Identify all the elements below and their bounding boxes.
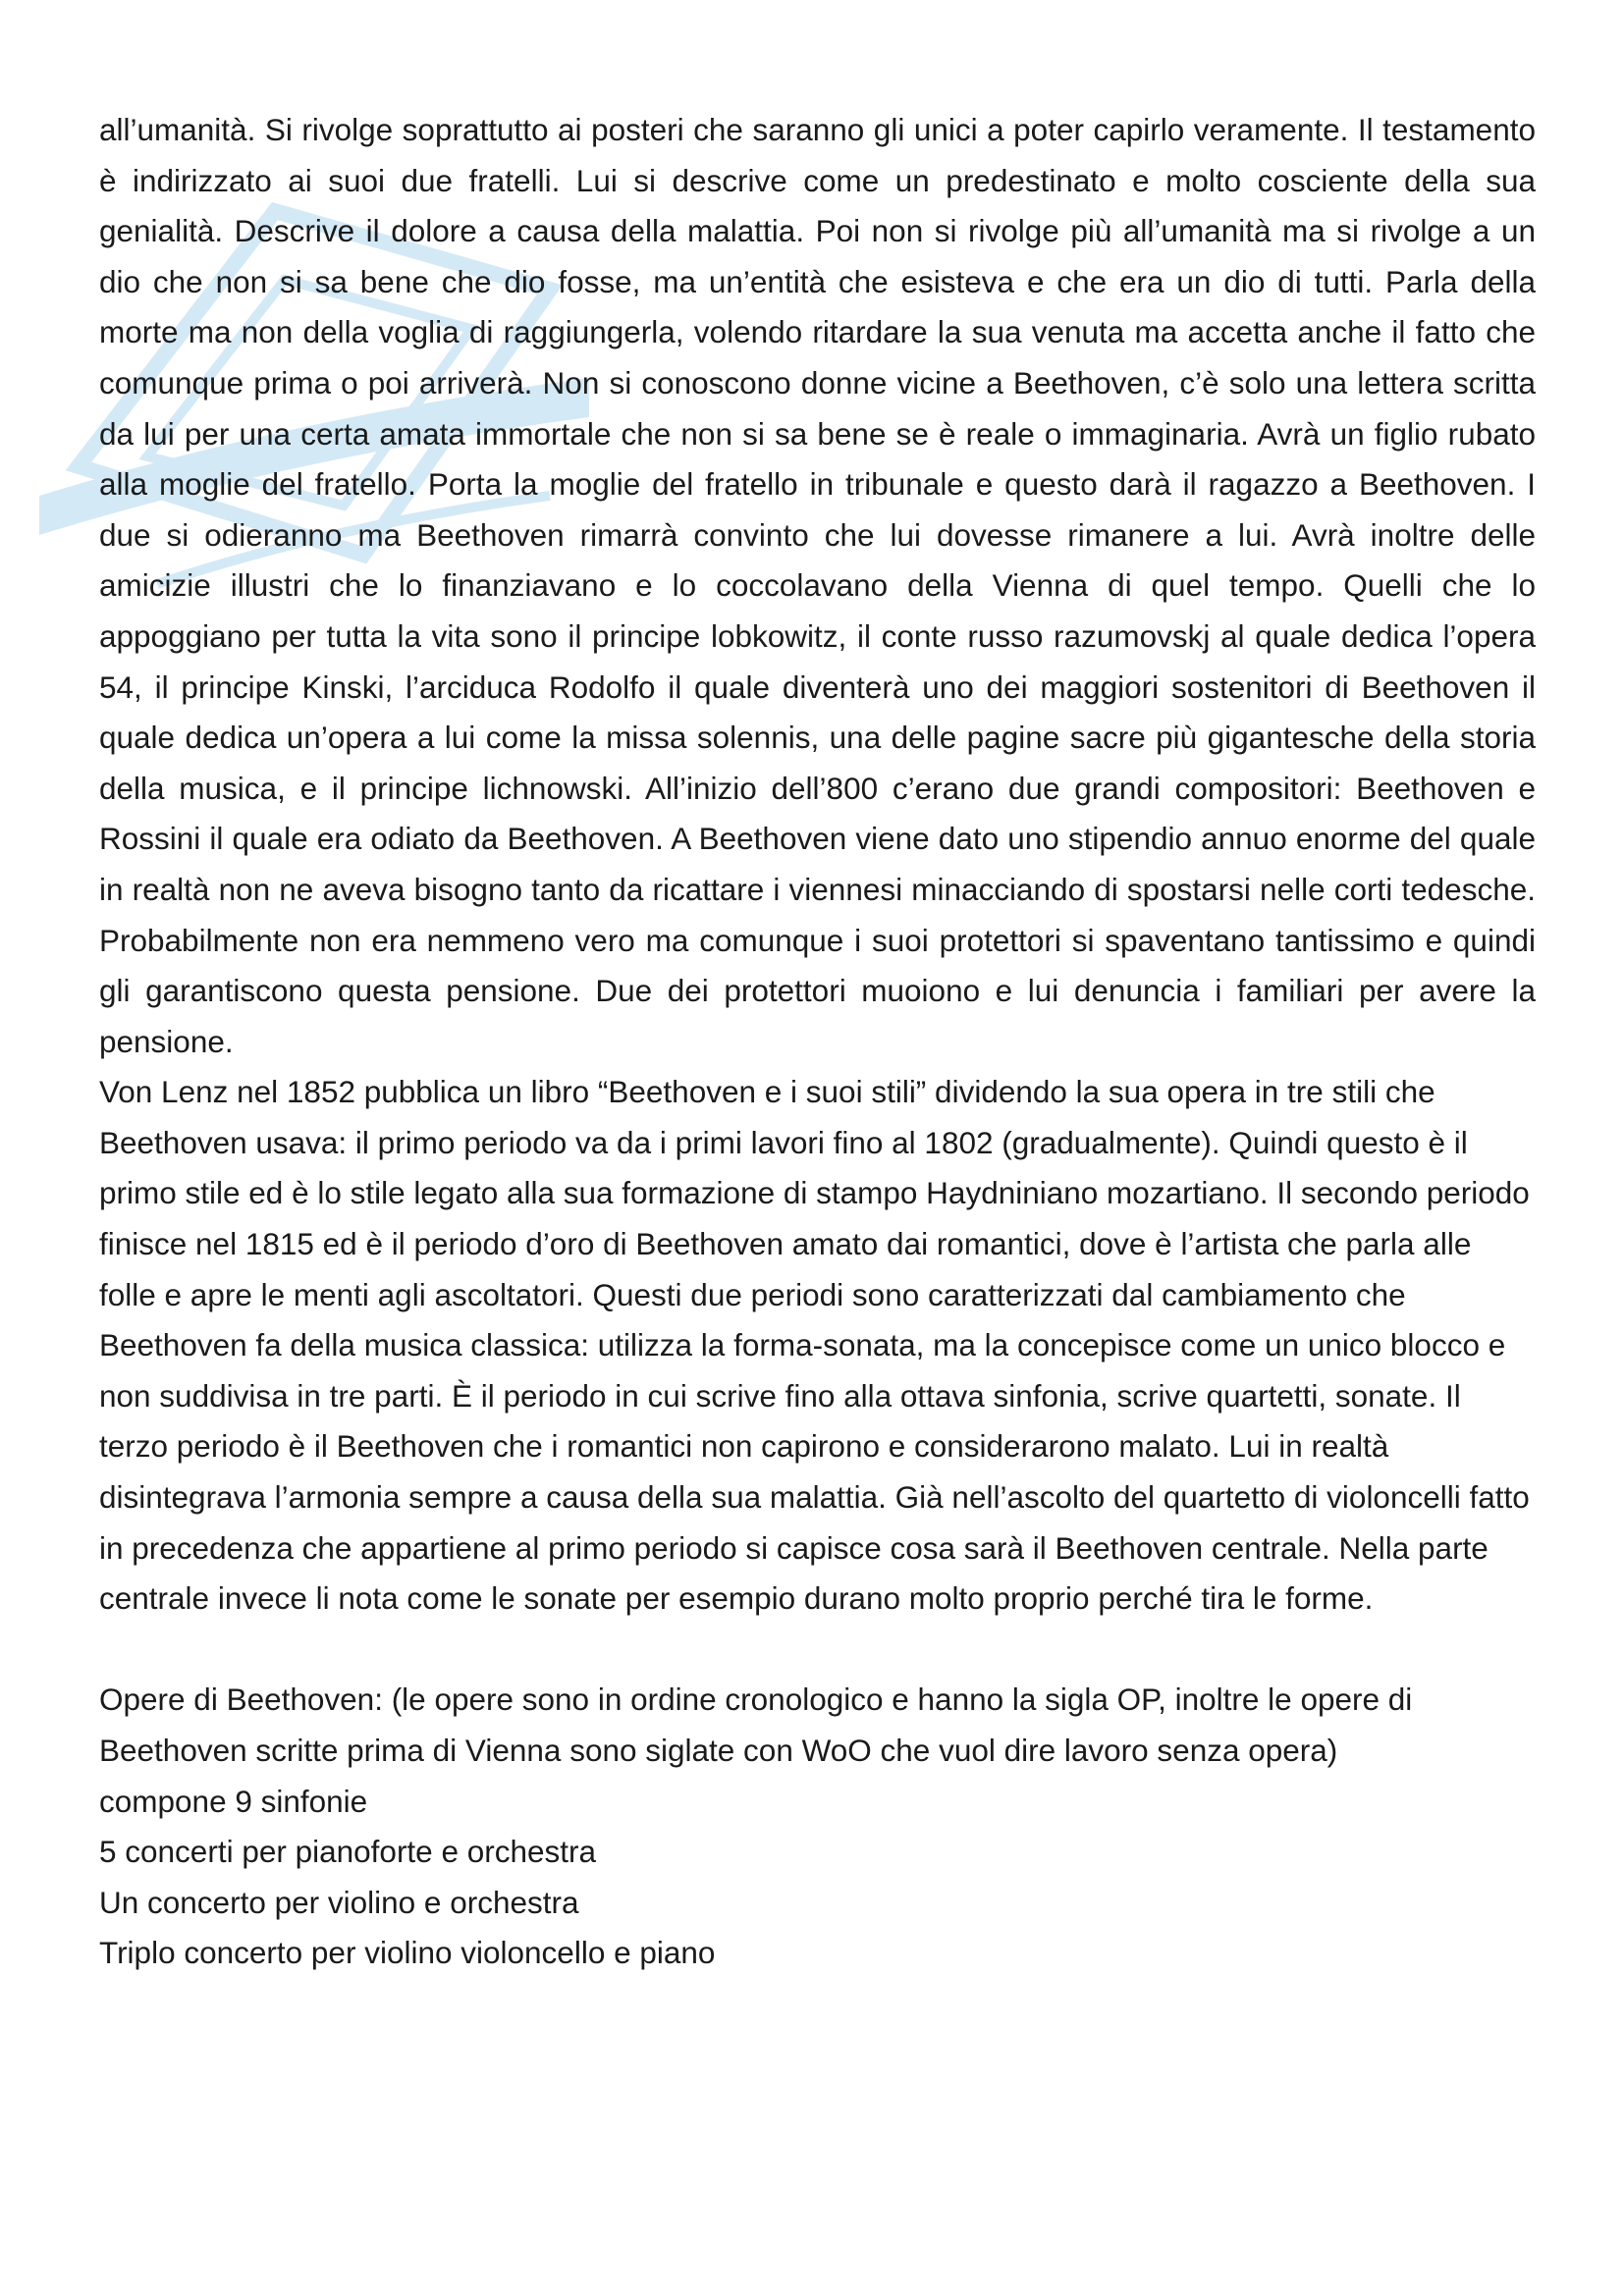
list-item: 5 concerti per pianoforte e orchestra [99,1834,597,1870]
works-intro: Opere di Beethoven: (le opere sono in ordine cronologico e hanno la sigla OP, inoltre le opere di Beethoven scritte prima di Vienna sono siglate con WoO che vuol dire lavoro senza opera) [99,1682,1413,1768]
list-item: Triplo concerto per violino violoncello e piano [99,1935,716,1971]
list-item: Un concerto per violino e orchestra [99,1884,579,1920]
works-list [99,1777,1536,1979]
document-body [99,105,1536,1979]
paragraph-beethoven-life: all’umanità. Si rivolge soprattutto ai posteri che saranno gli unici a poter capirlo veramente. Il testamento è indirizzato ai suoi due fratelli. Lui si descrive come un predestinato e molto cosciente della sua genialità. Descrive il dolore a causa della malattia. Poi non si rivolge più all’umanità ma si rivolge a un dio che non si sa bene che dio fosse, ma un’entità che esisteva e che era un dio di tutti. Parla della morte ma non della voglia di raggiungerla, volendo ritardare la sua venuta ma accetta anche il fatto che comunque prima o poi arriverà. Non si conoscono donne vicine a Beethoven, c’è solo una lettera scritta da lui per una certa amata immortale che non si sa bene se è reale o immaginaria. Avrà un figlio rubato alla moglie del fratello. Porta la moglie del fratello in tribunale e questo darà il ragazzo a Beethoven. I due si odieranno ma Beethoven rimarrà convinto che lui dovesse rimanere a lui. Avrà inoltre delle amicizie illustri che lo finanziavano e lo coccolavano della Vienna di quel tempo. Quelli che lo appoggiano per tutta la vita sono il principe lobkowitz, il conte russo razumovskj al quale dedica l’opera 54, il principe Kinski, l’arciduca Rodolfo il quale diventerà uno dei maggiori sostenitori di Beethoven il quale dedica un’opera a lui come la missa solennis, una delle pagine sacre più gigantesche della storia della musica, e il principe lichnowski. All’inizio dell’800 c’erano due grandi compositori: Beethoven e Rossini il quale era odiato da Beethoven. A Beethoven viene dato uno stipendio annuo enorme del quale in realtà non ne aveva bisogno tanto da ricattare i viennesi minacciando di spostarsi nelle corti tedesche. Probabilmente non era nemmeno vero ma comunque i suoi protettori si spaventano tantissimo e quindi gli garantiscono questa pensione. Due dei protettori muoiono e lui denuncia i familiari per avere la pensione. [99,112,1536,1059]
list-item: compone 9 sinfonie [99,1783,368,1819]
paragraph-gap [99,1625,1536,1676]
paragraph-von-lenz-styles: Von Lenz nel 1852 pubblica un libro “Beethoven e i suoi stili” dividendo la sua opera in tre stili che Beethoven usava: il primo periodo va da i primi lavori fino al 1802 (gradualmente). Quindi questo è il primo stile ed è lo stile legato alla sua formazione di stampo Haydniniano mozartiano. Il secondo periodo finisce nel 1815 ed è il periodo d’oro di Beethoven amato dai romantici, dove è l’artista che parla alle folle e apre le menti agli ascoltatori. Questi due periodi sono caratterizzati dal cambiamento che Beethoven fa della musica classica: utilizza la forma-sonata, ma la concepisce come un unico blocco e non suddivisa in tre parti. È il periodo in cui scrive fino alla ottava sinfonia, scrive quartetti, sonate. Il terzo periodo è il Beethoven che i romantici non capirono e considerarono malato. Lui in realtà disintegrava l’armonia sempre a causa della sua malattia. Già nell’ascolto del quartetto di violoncelli fatto in precedenza che appartiene al primo periodo si capisce cosa sarà il Beethoven centrale. Nella parte centrale invece li nota come le sonate per esempio durano molto proprio perché tira le forme. [99,1074,1530,1617]
